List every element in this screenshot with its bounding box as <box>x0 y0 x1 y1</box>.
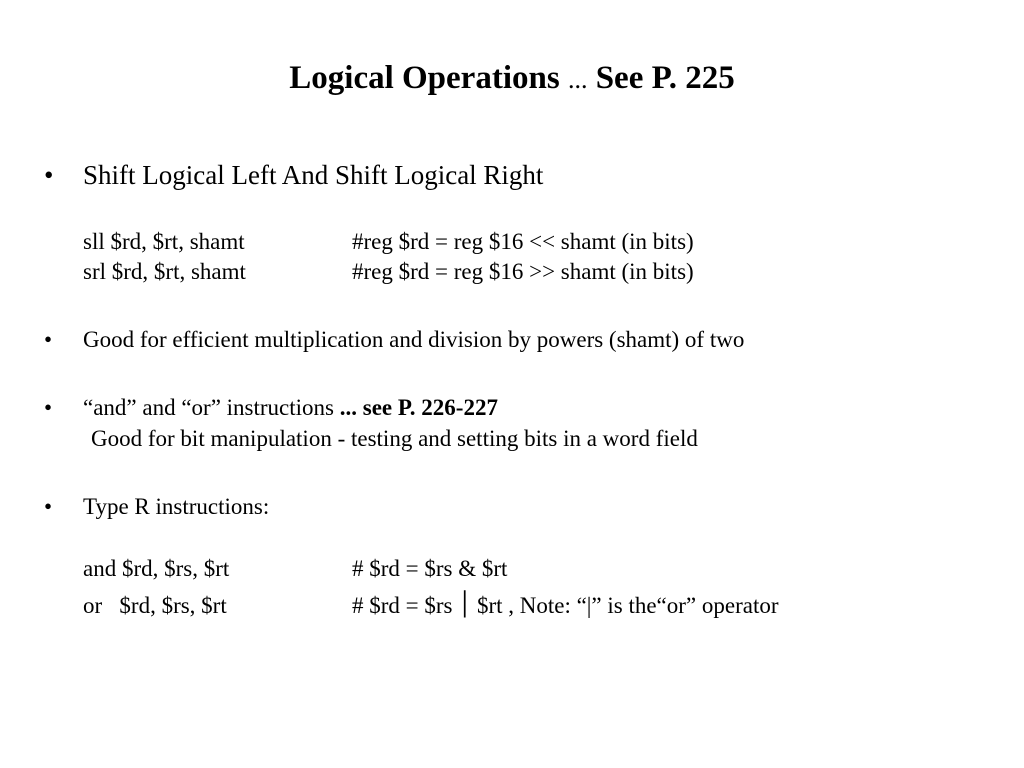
or-code: or $rd, $rs, $rt <box>83 593 227 618</box>
andor-page-ref: ... see P. 226-227 <box>339 395 498 420</box>
andor-detail: Good for bit manipulation - testing and setting bits in a word field <box>91 426 698 451</box>
srl-code: srl $rd, $rt, shamt <box>83 259 246 284</box>
and-code: and $rd, $rs, $rt <box>83 556 230 581</box>
sll-comment: #reg $rd = reg $16 << shamt (in bits) <box>352 229 694 254</box>
title-main: Logical Operations <box>289 60 560 96</box>
slide-title <box>0 60 1024 97</box>
title-page-ref: See P. 225 <box>595 60 735 96</box>
bullet-marker: • <box>44 327 53 352</box>
shift-heading: Shift Logical Left And Shift Logical Right <box>83 160 544 190</box>
title-ellipsis: ... <box>567 65 588 94</box>
bullet-marker: • <box>44 395 53 420</box>
multiply-text: Good for efficient multiplication and division by powers (shamt) of two <box>83 327 745 352</box>
or-comment: # $rd = $rs ׀ $rt , Note: “|” is the“or” operator <box>352 593 779 618</box>
bullet-marker: • <box>44 160 54 190</box>
srl-comment: #reg $rd = reg $16 >> shamt (in bits) <box>352 259 694 284</box>
type-r-heading: Type R instructions: <box>83 494 270 519</box>
andor-line <box>83 395 498 421</box>
and-comment: # $rd = $rs & $rt <box>352 556 508 581</box>
sll-code: sll $rd, $rt, shamt <box>83 229 245 254</box>
andor-text: “and” and “or” instructions <box>83 395 340 420</box>
bullet-marker: • <box>44 494 53 519</box>
